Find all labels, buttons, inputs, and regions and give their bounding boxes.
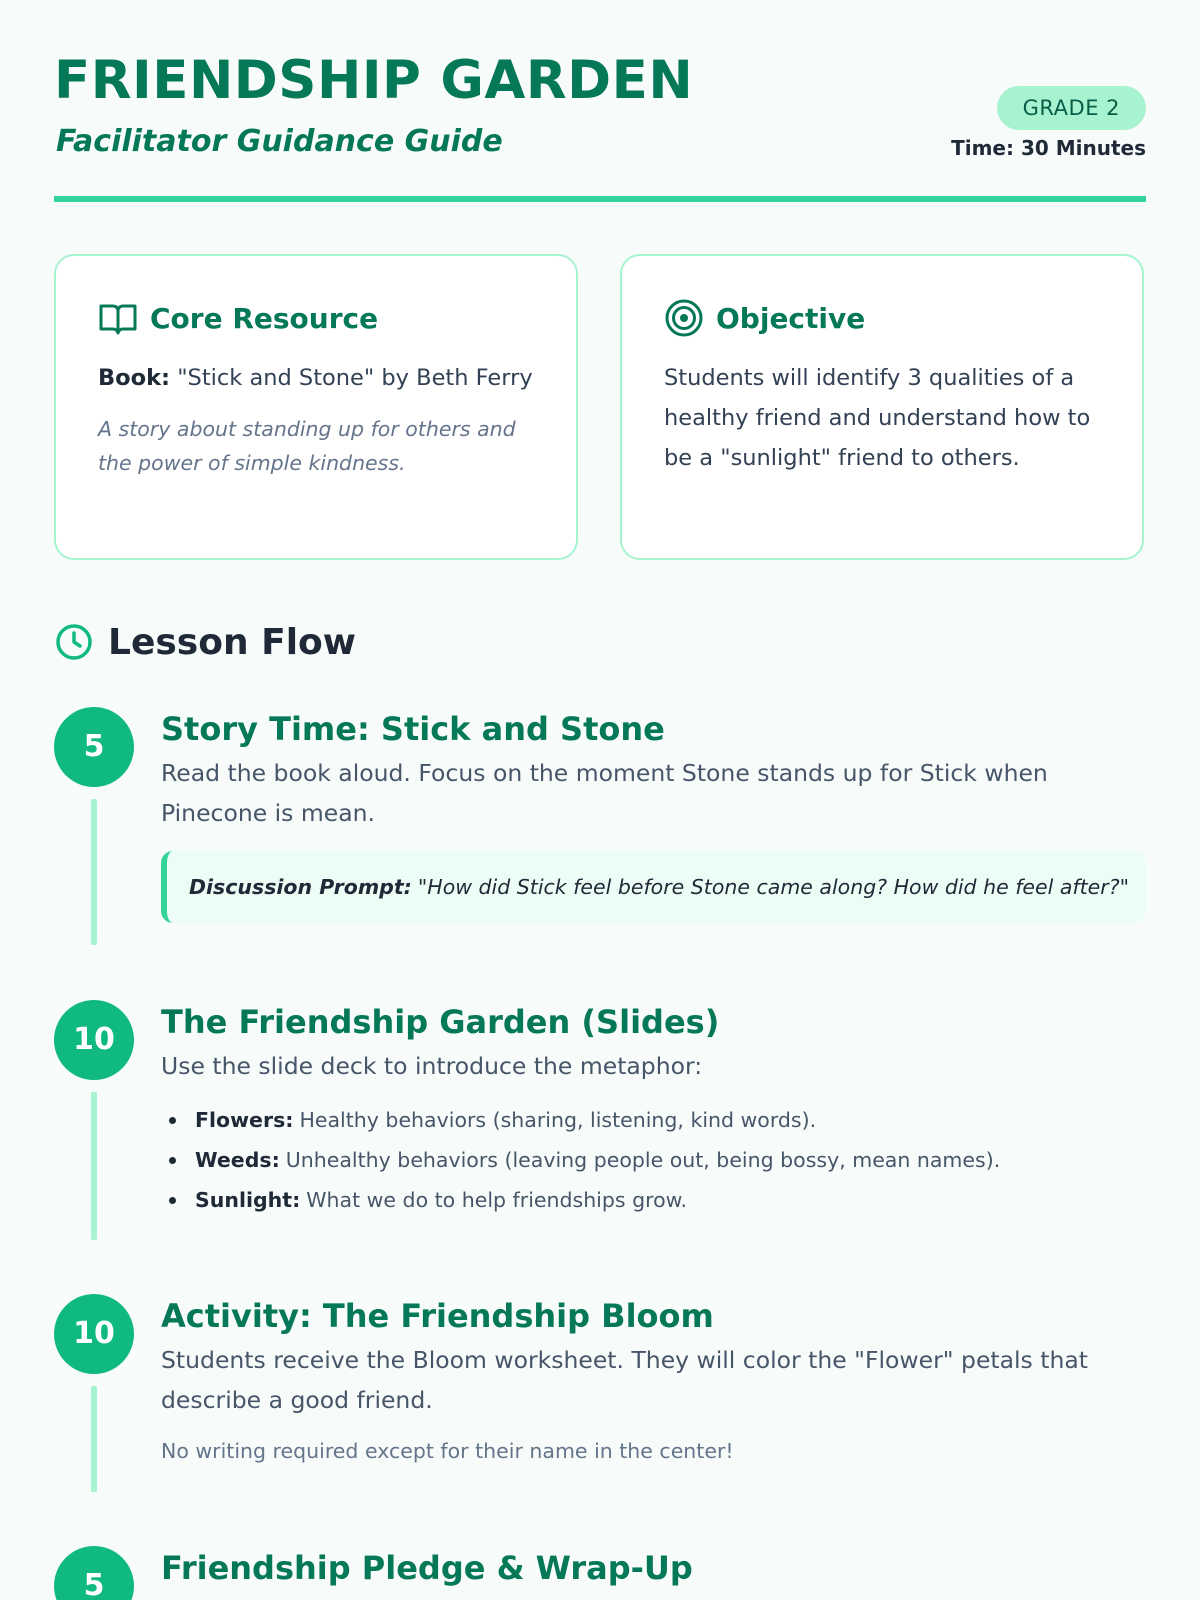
- book-title: "Stick and Stone" by Beth Ferry: [177, 365, 533, 391]
- timeline-connector: [91, 1386, 97, 1492]
- objective-header: [664, 298, 1102, 338]
- bullet-label: Weeds:: [195, 1148, 280, 1172]
- list-item: [161, 1180, 1146, 1220]
- step-description: Use the slide deck to introduce the metaphor:: [161, 1052, 703, 1080]
- step-minutes-badge: 5: [54, 707, 134, 787]
- timeline-connector: [91, 1092, 97, 1240]
- bullet-text: Healthy behaviors (sharing, listening, kind words).: [299, 1108, 817, 1132]
- lesson-flow-header: [54, 620, 356, 664]
- step-content: [161, 1294, 1146, 1468]
- time-label: Time: 30 Minutes: [951, 136, 1146, 160]
- info-cards: [54, 254, 1146, 560]
- timeline-connector: [91, 799, 97, 945]
- objective-title: Objective: [716, 301, 866, 335]
- prompt-label: Discussion Prompt:: [189, 875, 412, 899]
- core-resource-header: [98, 298, 536, 338]
- header: [54, 0, 1146, 202]
- step-minutes-badge: 5: [54, 1546, 134, 1600]
- core-resource-title: Core Resource: [150, 301, 379, 335]
- book-open-icon: [98, 298, 138, 338]
- grade-badge: GRADE 2: [997, 86, 1146, 130]
- core-resource-card: [54, 254, 578, 560]
- step-content: [161, 1546, 1146, 1590]
- step-description: Students receive the Bloom worksheet. They will color the "Flower" petals that describe a good friend.: [161, 1346, 1088, 1414]
- step-minutes-badge: 10: [54, 1294, 134, 1374]
- step-minutes-badge: 10: [54, 1000, 134, 1080]
- step-title: Story Time: Stick and Stone: [161, 710, 665, 748]
- page-subtitle: Facilitator Guidance Guide: [56, 124, 503, 159]
- step-title: Friendship Pledge & Wrap-Up: [161, 1549, 693, 1587]
- metaphor-list: [161, 1100, 1146, 1220]
- objective-card: [620, 254, 1144, 560]
- step-title: The Friendship Garden (Slides): [161, 1003, 720, 1041]
- bullet-label: Flowers:: [195, 1108, 294, 1132]
- step-title: Activity: The Friendship Bloom: [161, 1297, 714, 1335]
- prompt-text: "How did Stick feel before Stone came along? How did he feel after?": [417, 875, 1130, 899]
- bullet-label: Sunlight:: [195, 1188, 301, 1212]
- step-description: Read the book aloud. Focus on the moment Stone stands up for Stick when Pinecone is mean.: [161, 759, 1048, 827]
- step-note: No writing required except for their name in the center!: [161, 1439, 734, 1463]
- book-label: Book:: [98, 365, 171, 391]
- target-icon: [664, 298, 704, 338]
- book-info: [98, 358, 536, 398]
- step-content: [161, 707, 1146, 923]
- bullet-text: Unhealthy behaviors (leaving people out, being bossy, mean names).: [285, 1148, 1001, 1172]
- clock-icon: [54, 622, 94, 662]
- discussion-prompt: [161, 851, 1146, 923]
- bullet-text: What we do to help friendships grow.: [306, 1188, 688, 1212]
- list-item: [161, 1100, 1146, 1140]
- list-item: [161, 1140, 1146, 1180]
- book-description: A story about standing up for others and the power of simple kindness.: [98, 417, 516, 475]
- step-content: [161, 1000, 1146, 1220]
- lesson-flow-title: Lesson Flow: [108, 621, 357, 663]
- objective-text: Students will identify 3 qualities of a healthy friend and understand how to be a "sunlight" friend to others.: [664, 365, 1091, 471]
- page-title: FRIENDSHIP GARDEN: [54, 50, 694, 111]
